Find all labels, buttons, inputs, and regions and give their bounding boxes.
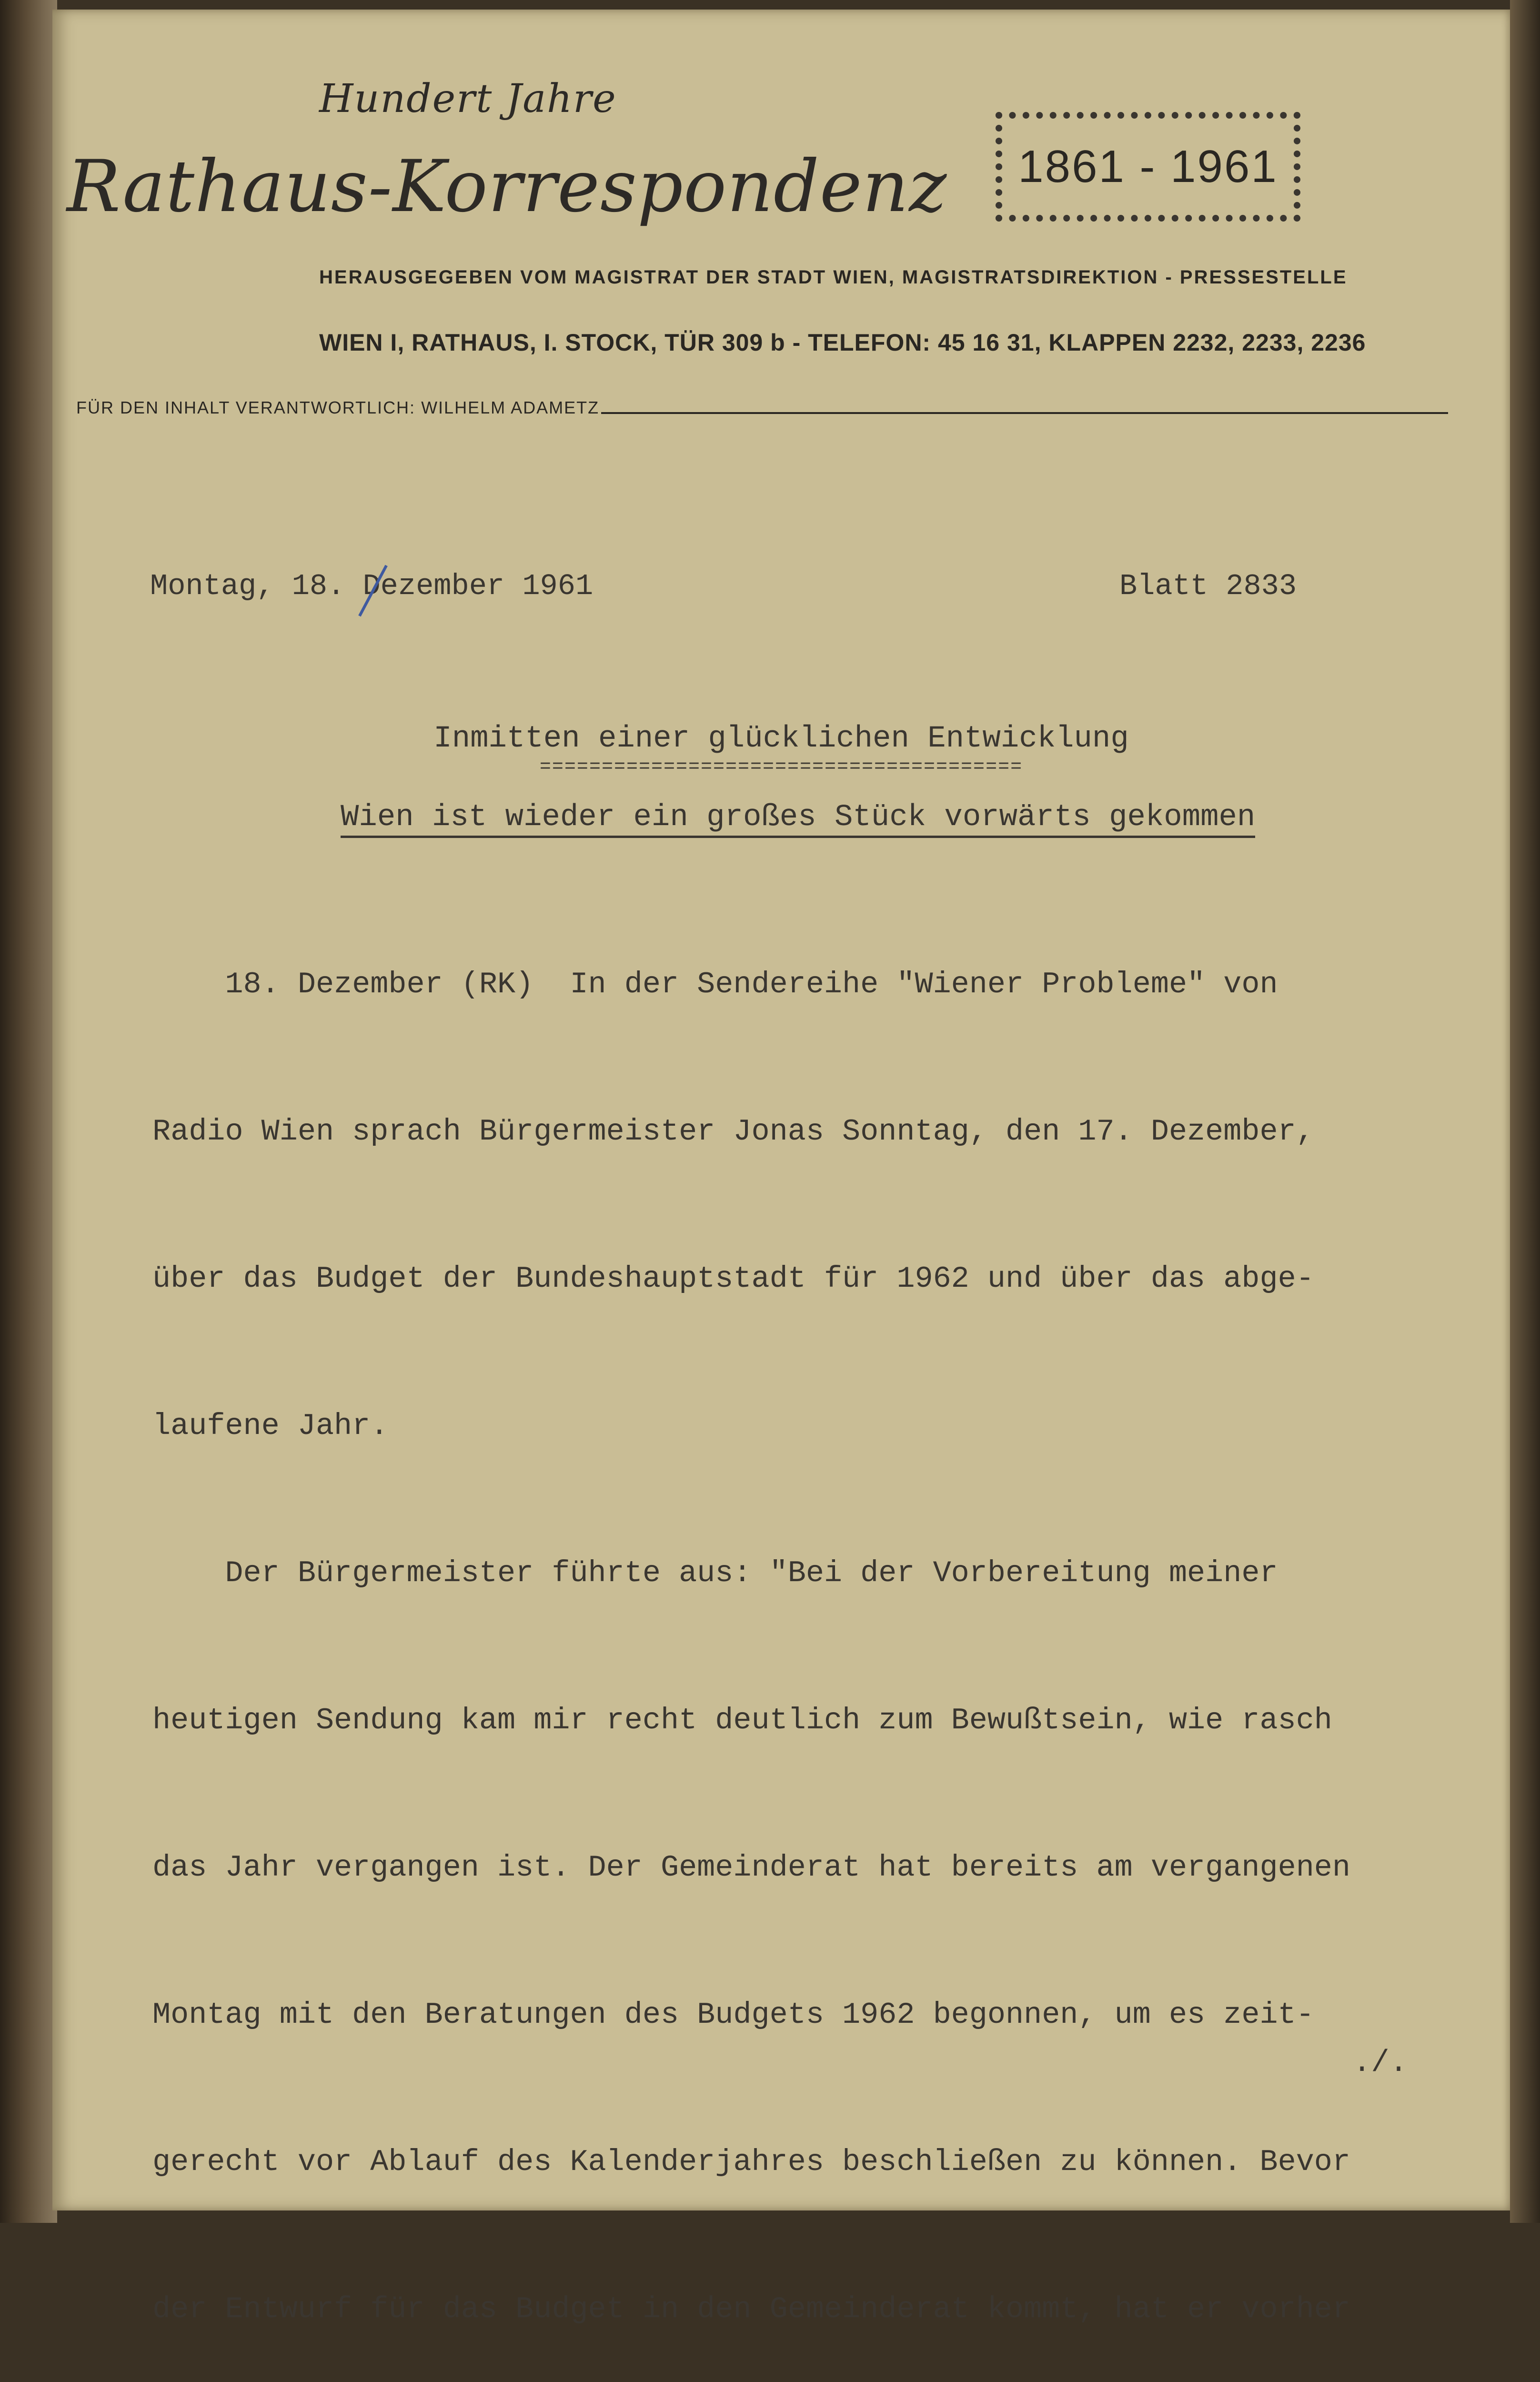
responsible-row bbox=[76, 398, 1448, 418]
anniversary-box bbox=[996, 112, 1300, 222]
publisher-line: HERAUSGEGEBEN VOM MAGISTRAT DER STADT WIEN, MAGISTRATSDIREKTION - PRESSESTELLE bbox=[319, 267, 1348, 288]
responsible-label: FÜR DEN INHALT VERANTWORTLICH: WILHELM ADAMETZ bbox=[76, 398, 600, 417]
body-line: Montag mit den Beratungen des Budgets 1962 begonnen, um es zeit- bbox=[152, 1998, 1314, 2032]
anniversary-years: 1861 - 1961 bbox=[1018, 141, 1278, 192]
header-subtitle: Hundert Jahre bbox=[319, 76, 617, 121]
page-edge bbox=[1510, 0, 1540, 2223]
body-line: gerecht vor Ablauf des Kalenderjahres beschließen zu können. Bevor bbox=[152, 2145, 1351, 2180]
title-underline: ======================================= bbox=[539, 757, 1023, 778]
body-line: laufene Jahr. bbox=[152, 1409, 389, 1443]
body-line: Radio Wien sprach Bürgermeister Jonas Sonntag, den 17. Dezember, bbox=[152, 1115, 1314, 1149]
document-date: Montag, 18. Dezember 1961 bbox=[150, 569, 594, 603]
book-spine bbox=[0, 0, 57, 2223]
body-line: das Jahr vergangen ist. Der Gemeinderat hat bereits am vergangenen bbox=[152, 1851, 1351, 1885]
article-subtitle: Wien ist wieder ein großes Stück vorwärts gekommen bbox=[341, 800, 1255, 838]
responsible-rule bbox=[601, 412, 1448, 414]
header-title: Rathaus-Korrespondenz bbox=[67, 145, 947, 228]
article-title: Inmitten einer glücklichen Entwicklung bbox=[433, 722, 1129, 756]
address-line: WIEN I, RATHAUS, I. STOCK, TÜR 309 b - TELEFON: 45 16 31, KLAPPEN 2232, 2233, 2236 bbox=[319, 329, 1366, 356]
sheet-number: Blatt 2833 bbox=[1119, 569, 1297, 603]
body-line: Der Bürgermeister führte aus: "Bei der Vorbereitung meiner bbox=[152, 1556, 1278, 1591]
continuation-mark: ./. bbox=[1353, 2046, 1408, 2080]
body-line: der Entwurf für das Budget in den Gemeinderat kommt, hat er vorher bbox=[152, 2292, 1351, 2327]
document-page bbox=[52, 10, 1510, 2327]
body-line: 18. Dezember (RK) In der Sendereihe "Wiener Probleme" von bbox=[152, 968, 1278, 1002]
body-line: heutigen Sendung kam mir recht deutlich zum Bewußtsein, wie rasch bbox=[152, 1704, 1332, 1738]
article-body bbox=[152, 862, 1496, 2382]
body-line: über das Budget der Bundeshauptstadt für 1962 und über das abge- bbox=[152, 1262, 1314, 1296]
